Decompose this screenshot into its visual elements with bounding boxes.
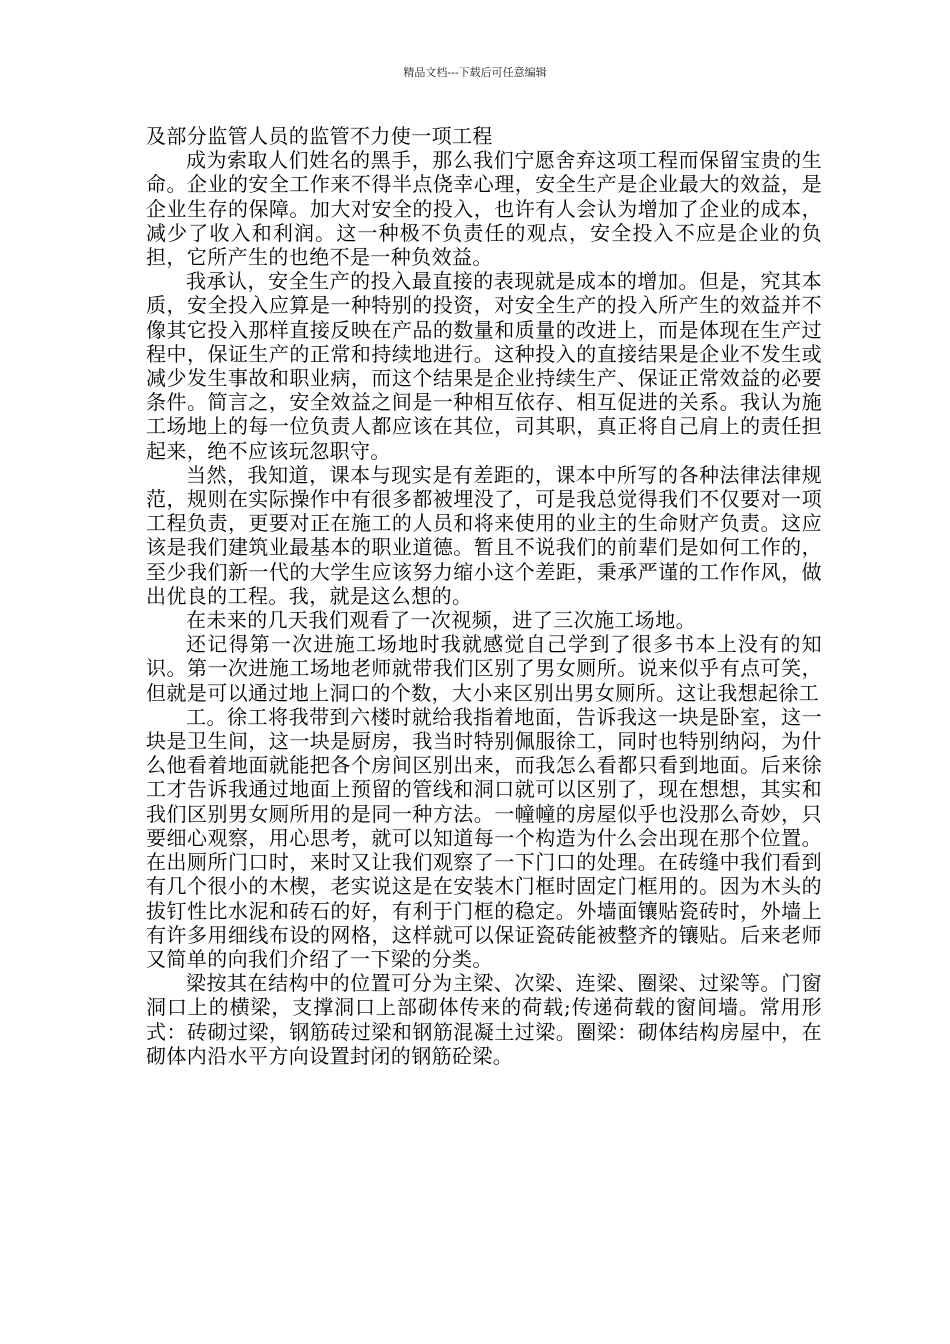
paragraph-6: 还记得第一次进施工场地时我就感觉自己学到了很多书本上没有的知识。第一次进施工场地老师就带我们区别了男女厕所。说来似乎有点可笑，但就是可以通过地上洞口的个数，大小来区别出男女厕所。这让我想起徐工 <box>146 632 822 705</box>
paragraph-8: 梁按其在结构中的位置可分为主梁、次梁、连梁、圈梁、过梁等。门窗洞口上的横梁，支撑洞口上部砌体传来的荷载;传递荷载的窗间墙。常用形式：砖砌过梁，钢筋砖过梁和钢筋混凝土过梁。圈梁：砌体结构房屋中，在砌体内沿水平方向设置封闭的钢筋砼梁。 <box>146 971 822 1068</box>
document-body <box>146 124 822 1068</box>
paragraph-4: 当然，我知道，课本与现实是有差距的，课本中所写的各种法律法律规范，规则在实际操作中有很多都被埋没了，可是我总觉得我们不仅要对一项工程负责，更要对正在施工的人员和将来使用的业主的生命财产负责。这应该是我们建筑业最基本的职业道德。暂且不说我们的前辈们是如何工作的，至少我们新一代的大学生应该努力缩小这个差距，秉承严谨的工作作风，做出优良的工程。我，就是这么想的。 <box>146 462 822 608</box>
paragraph-1: 及部分监管人员的监管不力使一项工程 <box>146 124 493 148</box>
paragraph-7: 工。徐工将我带到六楼时就给我指着地面，告诉我这一块是卧室，这一块是卫生间，这一块是厨房，我当时特别佩服徐工，同时也特别纳闷，为什么他看着地面就能把各个房间区别出来，而我怎么看都只看到地面。后来徐工才告诉我通过地面上预留的管线和洞口就可以区别了，现在想想，其实和我们区别男女厕所用的是同一种方法。一幢幢的房屋似乎也没那么奇妙，只要细心观察，用心思考，就可以知道每一个构造为什么会出现在那个位置。在出厕所门口时，来时又让我们观察了一下门口的处理。在砖缝中我们看到有几个很小的木楔，老实说这是在安装木门框时固定门框用的。因为木头的拔钉性比水泥和砖石的好，有利于门框的稳定。外墙面镶贴瓷砖时，外墙上有许多用细线布设的网格，这样就可以保证瓷砖能被整齐的镶贴。后来老师又简单的向我们介绍了一下梁的分类。 <box>146 704 822 971</box>
paragraph-3: 我承认，安全生产的投入最直接的表现就是成本的增加。但是，究其本质，安全投入应算是一种特别的投资，对安全生产的投入所产生的效益并不像其它投入那样直接反映在产品的数量和质量的改进上，而是体现在生产过程中，保证生产的正常和持续地进行。这种投入的直接结果是企业不发生或减少发生事故和职业病，而这个结果是企业持续生产、保证正常效益的必要条件。简言之，安全效益之间是一种相互依存、相互促进的关系。我认为施工场地上的每一位负责人都应该在其位，司其职，真正将自己肩上的责任担起来，绝不应该玩忽职守。 <box>146 269 822 463</box>
page-header: 精品文档---下载后可任意编辑 <box>403 66 547 79</box>
paragraph-2: 成为索取人们姓名的黑手，那么我们宁愿舍弃这项工程而保留宝贵的生命。企业的安全工作来不得半点侥幸心理，安全生产是企业最大的效益，是企业生存的保障。加大对安全的投入，也许有人会认为增加了企业的成本，减少了收入和利润。这一种极不负责任的观点，安全投入不应是企业的负担，它所产生的也绝不是一种负效益。 <box>146 148 822 270</box>
paragraph-5: 在未来的几天我们观看了一次视频，进了三次施工场地。 <box>186 608 696 633</box>
